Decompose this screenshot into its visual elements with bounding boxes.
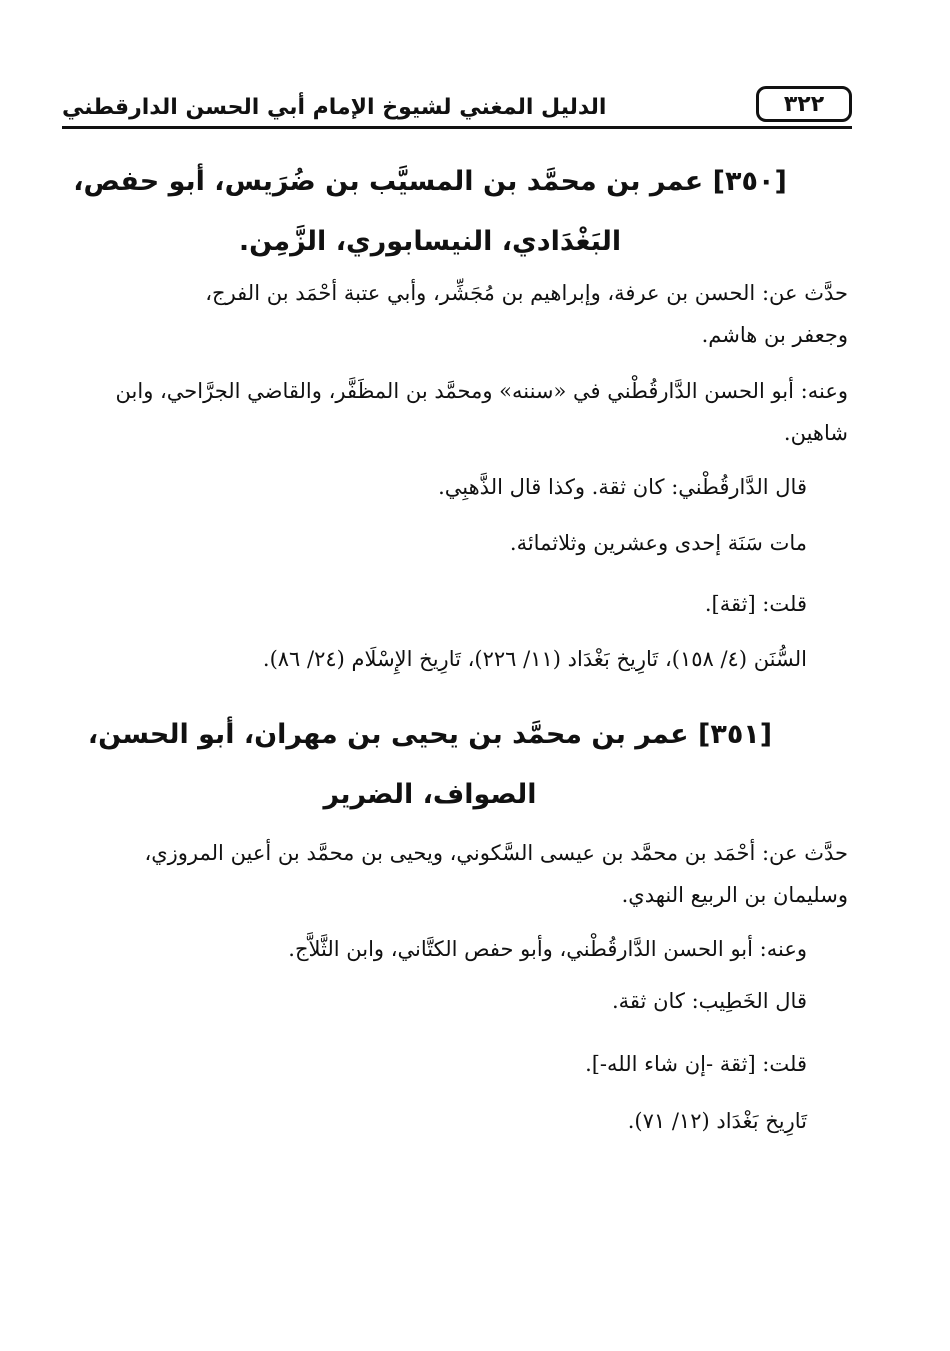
running-title: الدليل المغني لشيوخ الإمام أبي الحسن الدارقطني — [62, 95, 607, 120]
text-line: وسليمان بن الربيع النهدي. — [621, 883, 848, 907]
death-note-350: مات سَنَة إحدى وعشرين وثلاثمائة. — [509, 531, 807, 555]
page-number: ٣٢٢ — [756, 86, 852, 122]
daraqutni-note-350: قال الدَّارقُطْني: كان ثقة. وكذا قال الذَّهبِي. — [438, 475, 807, 499]
text-line: حدَّث عن: أحْمَد بن محمَّد بن عيسى السَّكوني، ويحيى بن محمَّد بن أعين المروزي، — [144, 841, 848, 865]
narrated-from-350 — [72, 272, 848, 356]
text-line: وعنه: أبو الحسن الدَّارقُطْني في «سننه» ومحمَّد بن المظَفَّر، والقاضي الجرَّاحي، وابن — [115, 379, 848, 403]
heading-line: الصواف، الضرير — [323, 779, 537, 810]
text-line: وجعفر بن هاشم. — [701, 323, 848, 347]
text-line: شاهين. — [783, 421, 848, 445]
narrators-350 — [72, 370, 848, 454]
heading-line: [٣٥١] عمر بن محمَّد بن يحيى بن مهران، أبو الحسن، — [87, 719, 773, 750]
sources-350: السُّنَن (٤/ ١٥٨)، تَارِيخ بَغْدَاد (١١/ ٢٢٦)، تَارِيخ الإِسْلَام (٢٤/ ٨٦). — [262, 647, 807, 671]
running-header — [62, 86, 852, 129]
verdict-351: قلت: [ثقة -إن شاء الله-]. — [585, 1052, 807, 1076]
text-line: حدَّث عن: الحسن بن عرفة، وإبراهيم بن مُجَشِّر، وأبي عتبة أحْمَد بن الفرج، — [205, 281, 848, 305]
khatib-note-351: قال الخَطِيب: كان ثقة. — [612, 989, 807, 1013]
narrators-351 — [72, 928, 807, 970]
sources-351: تَارِيخ بَغْدَاد (١٢/ ٧١). — [627, 1109, 807, 1133]
verdict-350: قلت: [ثقة]. — [704, 592, 807, 616]
heading-line: [٣٥٠] عمر بن محمَّد بن المسيَّب بن ضُرَيس، أبو حفص، — [73, 166, 787, 197]
entry-heading-351 — [70, 705, 790, 825]
heading-line: البَغْدَادي، النيسابوري، الزَّمِن. — [238, 226, 622, 257]
text-line: وعنه: أبو الحسن الدَّارقُطْني، وأبو حفص الكتَّاني، وابن الثَّلاَّج. — [288, 937, 807, 961]
narrated-from-351 — [72, 832, 848, 916]
entry-heading-350 — [70, 152, 790, 272]
